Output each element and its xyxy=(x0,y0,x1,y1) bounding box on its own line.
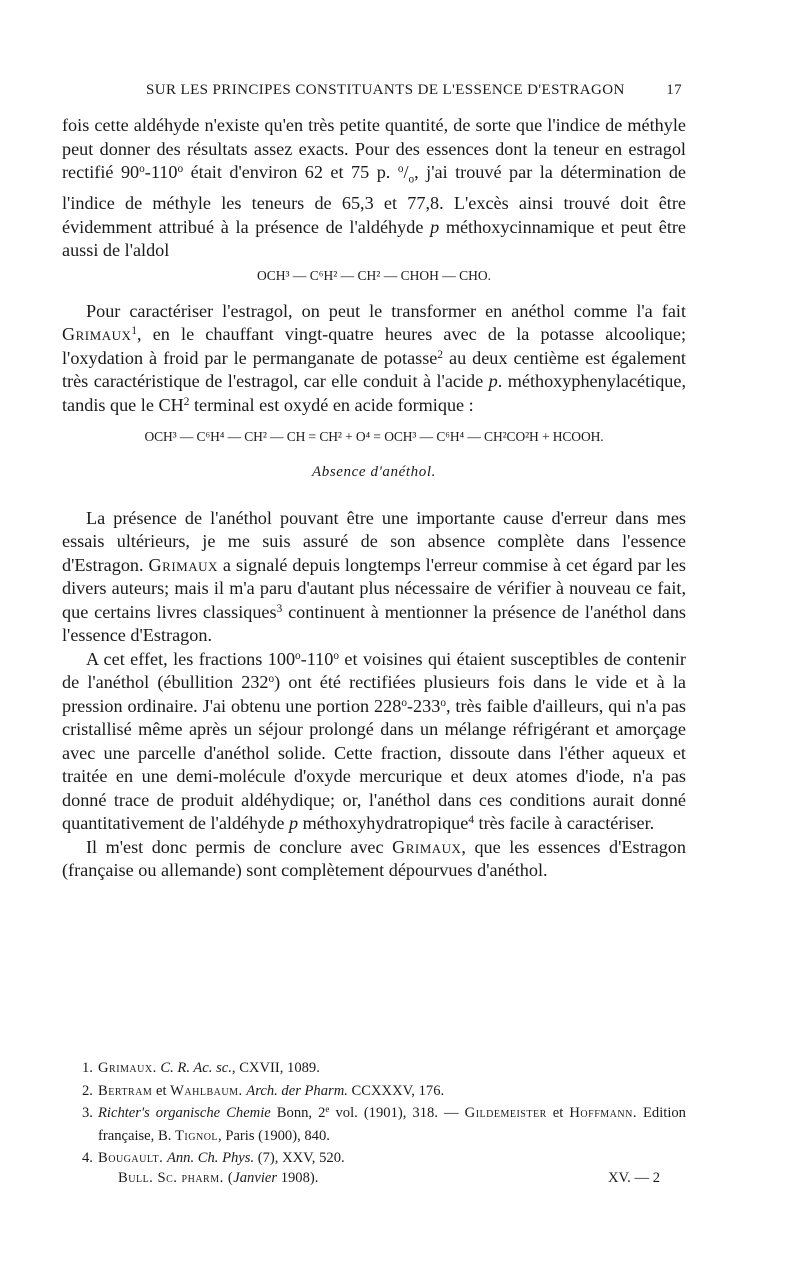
paragraph-1: fois cette aldéhyde n'existe qu'en très petite quantité, de sorte que l'indice de méthyle peut donner des résultats assez exacts. Pour des essences dont la teneur en estragol rectifié 90$^o$-110$^o$ était d'environ 62 et 75 p. $^o/_o$, j'ai trouvé par la détermination de l'indice de méthyle les teneurs de 65,3 et 77,8. L'excès ainsi trouvé doit être évidemment attribué à la présence de l'aldéhyde p méthoxycinnamique et peut être aussi de l'aldol xyxy=(62,115,687,261)
footnote-ref-4: 4 xyxy=(468,813,474,826)
footnote-ref-3: 3 xyxy=(276,602,283,615)
journal-reference: Bull. Sc. pharm. (Janvier 1908). xyxy=(118,1170,319,1186)
page-number: 17 xyxy=(666,82,682,98)
formula-aldol: OCH³ — C⁶H² — CH² — CHOH — CHO. xyxy=(257,267,491,283)
author-grimaux: Grimaux xyxy=(148,554,218,575)
footnote-3: 3. Richter's organische Chemie Bonn, 2e vol. (1901), 318. — Gildemeister et Hoffmann. Edition française, B. Tignol, Paris (1900), 840. xyxy=(82,1104,686,1144)
author-grimaux: Grimaux xyxy=(62,324,132,345)
footnotes xyxy=(82,1057,686,1170)
paragraph-2: Pour caractériser l'estragol, on peut le transformer en anéthol comme l'a fait Grimaux$^1$, en le chauffant vingt-quatre heures avec de la potasse alcoolique; l'oxydation à froid par le permanganate de potasse$^2$ au deux centième est également très caractéristique de l'estragol, car elle conduit à l'acide p. méthoxyphenylacétique, tandis que le $CH^2$ terminal est oxydé en acide formique : xyxy=(62,300,686,415)
footnote-ref-1: 1 xyxy=(131,324,137,337)
paragraph-4: A cet effet, les fractions 100$^o$-110$^o$ et voisines qui étaient susceptibles de contenir de l'anéthol (ébullition 232$^o$) ont été rectifiées plusieurs fois dans le vide et à la pression ordinaire. J'ai obtenu une portion 228$^o$-233$^o$, très faible d'ailleurs, qui n'a pas cristallisé même après un séjour prolongé dans un mélange réfrigérant et amorçage avec une parcelle d'anéthol solide. Cette fraction, dissoute dans l'éther aqueux et traitée en une demi-molécule d'oxyde mercurique et deux atomes d'iode, n'a pas donné trace de produit aldéhydique; or, l'anéthol dans ces conditions aurait donné quantitativement de l'aldéhyde p méthoxyhydratropique$^4$ très facile à caractériser. xyxy=(62,648,686,834)
paragraph-5: Il m'est donc permis de conclure avec Grimaux, que les essences d'Estragon (française ou allemande) sont complètement dépourvues d'anéthol. xyxy=(62,836,686,881)
footnote-4: 4. Bougault. Ann. Ch. Phys. (7), XXV, 520. xyxy=(82,1150,345,1166)
running-title: SUR LES PRINCIPES CONSTITUANTS DE L'ESSENCE D'ESTRAGON xyxy=(146,82,625,98)
section-heading: Absence d'anéthol. xyxy=(312,464,436,481)
signature-mark: XV. — 2 xyxy=(607,1170,660,1186)
paragraph-3: La présence de l'anéthol pouvant être une importante cause d'erreur dans mes essais ultérieurs, je me suis assuré de son absence complète dans l'essence d'Estragon. Grimaux a signalé depuis longtemps l'erreur commise à cet égard par les divers auteurs; mais il m'a paru d'autant plus nécessaire de vérifier à nouveau ce fait, que certains livres classiques$^3$ continuent à mentionner la présence de l'anéthol dans l'essence d'Estragon. xyxy=(62,507,687,646)
footnote-ref-2: 2 xyxy=(437,348,444,361)
formula-oxidation: OCH³ — C⁶H⁴ — CH² — CH = CH² + O⁴ = OCH³ — C⁶H⁴ — CH²CO²H + HCOOH. xyxy=(144,429,604,445)
footnote-2: 2. Bertram et Wahlbaum. Arch. der Pharm. CCXXXV, 176. xyxy=(82,1082,445,1099)
main-text xyxy=(62,114,686,883)
author-grimaux: Grimaux xyxy=(392,836,462,857)
footnote-1: 1. Grimaux. C. R. Ac. sc., CXVII, 1089. xyxy=(82,1060,320,1076)
